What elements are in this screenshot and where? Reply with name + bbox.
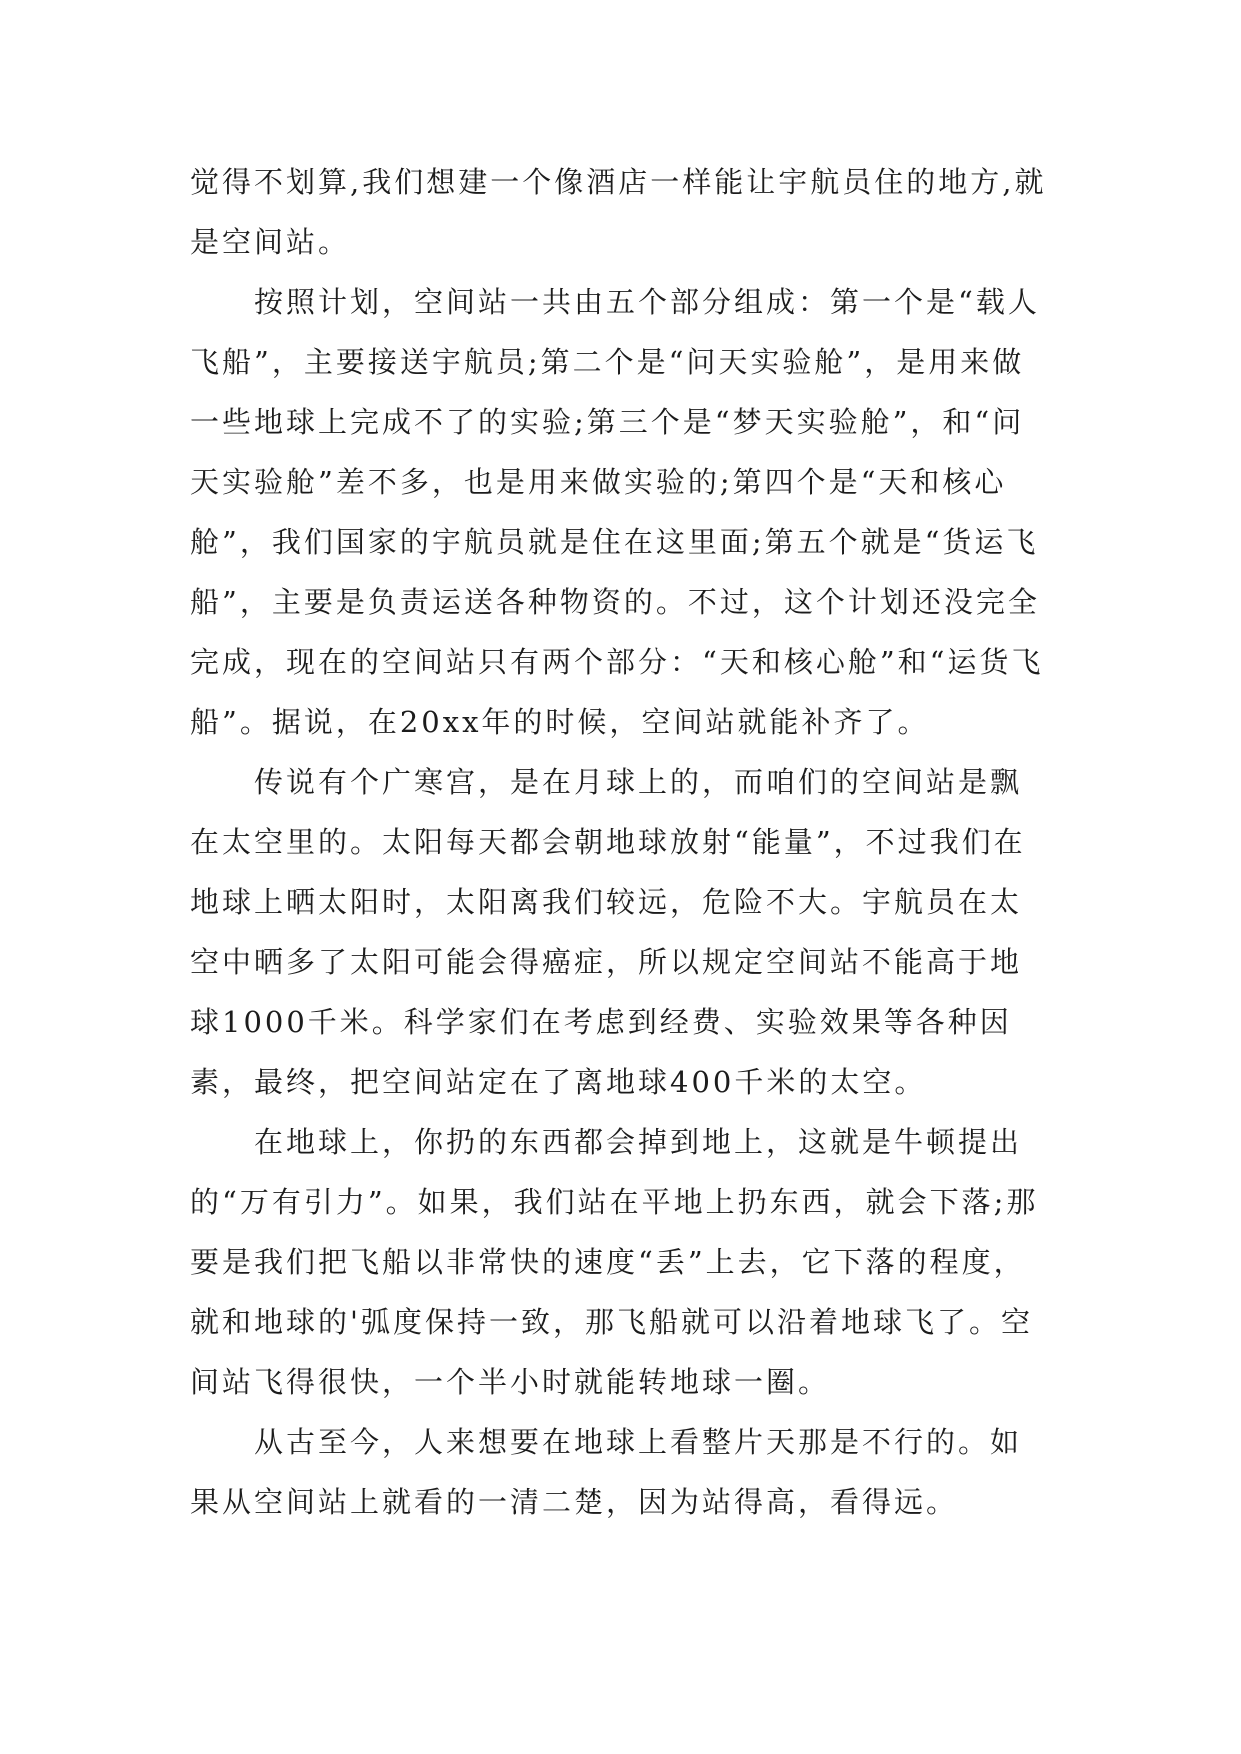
paragraph-4: 在地球上，你扔的东西都会掉到地上，这就是牛顿提出的“万有引力”。如果，我们站在平地上扔东西，就会下落;那要是我们把飞船以非常快的速度“丢”上去，它下落的程度，就和地球的'弧度保持一致，那飞船就可以沿着地球飞了。空间站飞得很快，一个半小时就能转地球一圈。	[190, 1125, 1039, 1399]
paragraph-5: 从古至今，人来想要在地球上看整片天那是不行的。如果从空间站上就看的一清二楚，因为站得高，看得远。	[190, 1425, 1023, 1519]
body-text	[190, 152, 1050, 1532]
paragraph-3: 传说有个广寒宫，是在月球上的，而咱们的空间站是飘在太空里的。太阳每天都会朝地球放射“能量”，不过我们在地球上晒太阳时，太阳离我们较远，危险不大。宇航员在太空中晒多了太阳可能会得癌症，所以规定空间站不能高于地球1000千米。科学家们在考虑到经费、实验效果等各种因素，最终，把空间站定在了离地球400千米的太空。	[190, 765, 1026, 1099]
paragraph-2: 按照计划，空间站一共由五个部分组成：第一个是“载人飞船”，主要接送宇航员;第二个是“问天实验舱”，是用来做一些地球上完成不了的实验;第三个是“梦天实验舱”，和“问天实验舱”差不多，也是用来做实验的;第四个是“天和核心舱”，我们国家的宇航员就是住在这里面;第五个就是“货运飞船”，主要是负责运送各种物资的。不过，这个计划还没完全完成，现在的空间站只有两个部分：“天和核心舱”和“运货飞船”。据说，在20xx年的时候，空间站就能补齐了。	[190, 285, 1044, 739]
paragraph-1: 觉得不划算,我们想建一个像酒店一样能让宇航员住的地方,就是空间站。	[190, 165, 1047, 259]
